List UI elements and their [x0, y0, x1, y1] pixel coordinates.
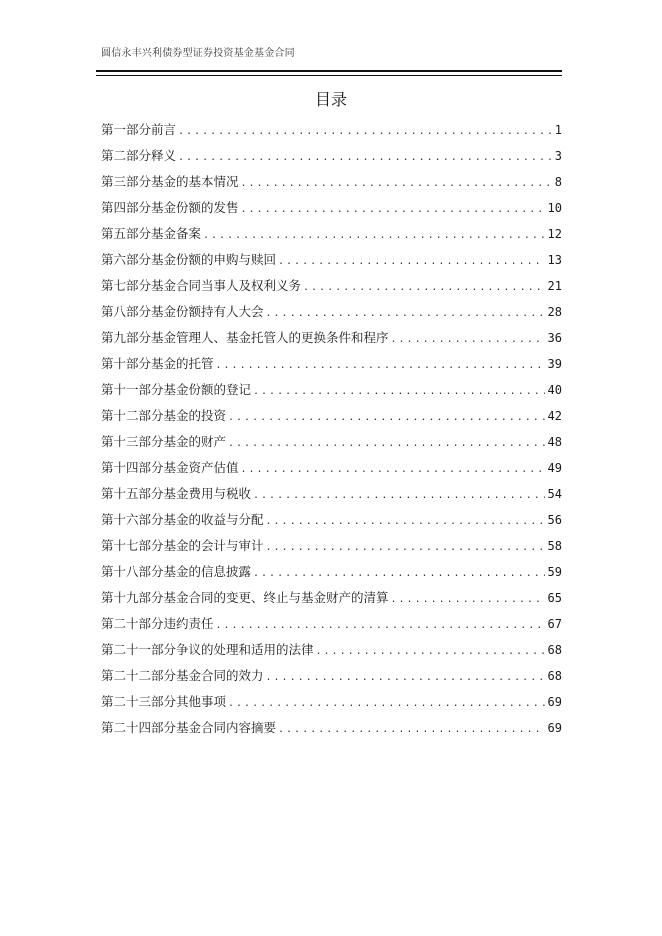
- toc-entry-page: 48: [547, 435, 562, 449]
- toc-entry-page: 3: [554, 149, 562, 163]
- toc-entry-label: 第一部分前言: [101, 122, 177, 137]
- toc-entry[interactable]: [101, 611, 562, 637]
- toc-entry-label: 第十八部分基金的信息披露: [101, 564, 252, 579]
- toc-entry-page: 59: [547, 565, 562, 579]
- toc-entry-page: 13: [547, 253, 562, 267]
- toc-entry-page: 68: [547, 643, 562, 657]
- toc-entry-page: 21: [547, 279, 562, 293]
- toc-entry-page: 39: [547, 357, 562, 371]
- toc-dot-leader: [278, 717, 545, 743]
- toc-entry-label: 第十九部分基金合同的变更、终止与基金财产的清算: [101, 590, 389, 605]
- toc-dot-leader: [241, 197, 545, 223]
- toc-dot-leader: [253, 379, 545, 405]
- toc-entry-page: 69: [547, 695, 562, 709]
- toc-entry-label: 第二十四部分基金合同内容摘要: [101, 720, 277, 735]
- toc-entry[interactable]: [101, 403, 562, 429]
- toc-entry[interactable]: [101, 559, 562, 585]
- toc-entry-label: 第七部分基金合同当事人及权利义务: [101, 278, 302, 293]
- running-header: 圆信永丰兴利债券型证券投资基金基金合同: [101, 48, 295, 59]
- toc-entry-label: 第二十一部分争议的处理和适用的法律: [101, 642, 314, 657]
- toc-entry-page: 8: [554, 175, 562, 189]
- toc-entry-label: 第二十二部分基金合同的效力: [101, 668, 264, 683]
- header-rule-thin: [96, 75, 562, 76]
- toc-entry-label: 第五部分基金备案: [101, 226, 202, 241]
- toc-entry-label: 第十部分基金的托管: [101, 356, 214, 371]
- toc-entry-label: 第十一部分基金份额的登记: [101, 382, 252, 397]
- toc-entry-page: 36: [547, 331, 562, 345]
- toc-dot-leader: [178, 145, 552, 171]
- toc-entry[interactable]: [101, 533, 562, 559]
- toc-entry[interactable]: [101, 585, 562, 611]
- toc-entry[interactable]: [101, 273, 562, 299]
- toc-entry[interactable]: [101, 663, 562, 689]
- toc-entry-label: 第八部分基金份额持有人大会: [101, 304, 264, 319]
- toc-entry[interactable]: [101, 143, 562, 169]
- toc-dot-leader: [253, 483, 545, 509]
- toc-dot-leader: [266, 665, 545, 691]
- toc-entry-page: 42: [547, 409, 562, 423]
- toc-entry[interactable]: [101, 169, 562, 195]
- toc-entry-label: 第十四部分基金资产估值: [101, 460, 239, 475]
- toc-entry[interactable]: [101, 325, 562, 351]
- toc-entry[interactable]: [101, 637, 562, 663]
- toc-entry-page: 54: [547, 487, 562, 501]
- toc-dot-leader: [228, 691, 545, 717]
- toc-entry-label: 第十五部分基金费用与税收: [101, 486, 252, 501]
- toc-dot-leader: [216, 613, 545, 639]
- toc-entry-label: 第三部分基金的基本情况: [101, 174, 239, 189]
- toc-dot-leader: [266, 509, 545, 535]
- toc-entry-label: 第二部分释义: [101, 148, 177, 163]
- toc-dot-leader: [316, 639, 545, 665]
- toc-entry[interactable]: [101, 377, 562, 403]
- header-rule-thick: [96, 70, 562, 72]
- toc-dot-leader: [253, 561, 545, 587]
- toc-entry[interactable]: [101, 247, 562, 273]
- toc-dot-leader: [216, 353, 545, 379]
- toc-entry-label: 第十二部分基金的投资: [101, 408, 227, 423]
- toc-entry[interactable]: [101, 715, 562, 741]
- toc-dot-leader: [303, 275, 545, 301]
- toc-entry-label: 第六部分基金份额的申购与赎回: [101, 252, 277, 267]
- toc-entry-label: 第十七部分基金的会计与审计: [101, 538, 264, 553]
- toc-title: 目录: [314, 90, 347, 109]
- toc-entry-page: 28: [547, 305, 562, 319]
- toc-entry-page: 12: [547, 227, 562, 241]
- toc-entry[interactable]: [101, 455, 562, 481]
- toc-entry-label: 第十三部分基金的财产: [101, 434, 227, 449]
- toc-entry[interactable]: [101, 195, 562, 221]
- toc-entry-page: 49: [547, 461, 562, 475]
- toc-entry[interactable]: [101, 221, 562, 247]
- toc-dot-leader: [391, 587, 545, 613]
- toc-entry-label: 第十六部分基金的收益与分配: [101, 512, 264, 527]
- toc-entry-label: 第九部分基金管理人、基金托管人的更换条件和程序: [101, 330, 389, 345]
- toc-entry[interactable]: [101, 481, 562, 507]
- toc-entry-page: 56: [547, 513, 562, 527]
- toc-entry-label: 第二十部分违约责任: [101, 616, 214, 631]
- toc-dot-leader: [391, 327, 545, 353]
- toc-dot-leader: [178, 119, 552, 145]
- toc-list: [101, 117, 562, 741]
- toc-dot-leader: [228, 405, 545, 431]
- toc-dot-leader: [228, 431, 545, 457]
- toc-entry-page: 40: [547, 383, 562, 397]
- toc-entry-page: 65: [547, 591, 562, 605]
- toc-entry-page: 10: [547, 201, 562, 215]
- toc-entry-label: 第四部分基金份额的发售: [101, 200, 239, 215]
- toc-dot-leader: [266, 535, 545, 561]
- toc-dot-leader: [278, 249, 545, 275]
- toc-dot-leader: [266, 301, 545, 327]
- toc-entry-page: 1: [554, 123, 562, 137]
- toc-entry-label: 第二十三部分其他事项: [101, 694, 227, 709]
- toc-dot-leader: [241, 171, 552, 197]
- toc-entry-page: 68: [547, 669, 562, 683]
- toc-entry[interactable]: [101, 299, 562, 325]
- toc-entry[interactable]: [101, 351, 562, 377]
- toc-entry-page: 58: [547, 539, 562, 553]
- toc-dot-leader: [241, 457, 545, 483]
- toc-entry-page: 67: [547, 617, 562, 631]
- toc-entry-page: 69: [547, 721, 562, 735]
- toc-entry[interactable]: [101, 507, 562, 533]
- toc-entry[interactable]: [101, 689, 562, 715]
- toc-dot-leader: [203, 223, 545, 249]
- toc-entry[interactable]: [101, 429, 562, 455]
- toc-entry[interactable]: [101, 117, 562, 143]
